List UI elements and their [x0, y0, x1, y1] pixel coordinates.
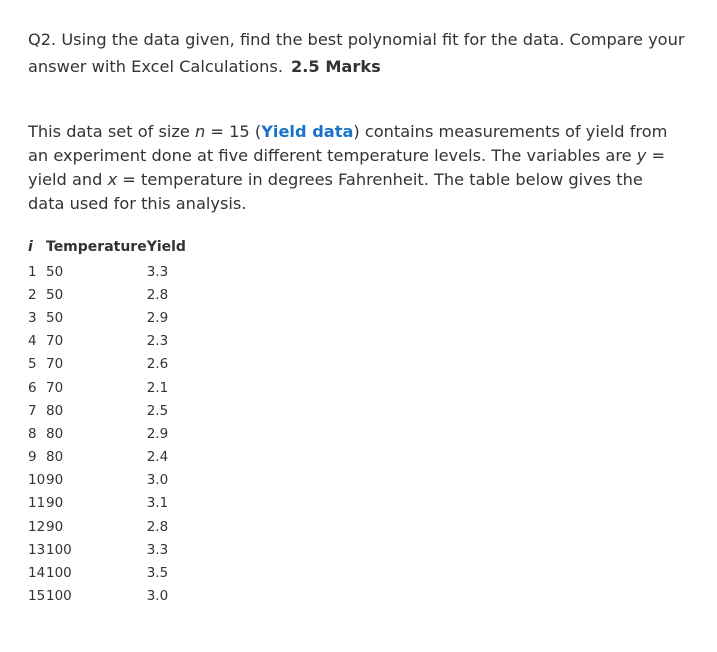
cell-index: 7: [28, 402, 37, 419]
table-row: [28, 585, 187, 608]
table-row: [28, 399, 187, 422]
cell-yield: 2.9: [146, 309, 169, 326]
cell-yield: 2.8: [146, 518, 169, 535]
cell-index: 9: [28, 449, 37, 466]
intro-part2: = 15 (: [205, 122, 262, 141]
table-row: [28, 283, 187, 306]
x-variable: x: [107, 170, 118, 189]
cell-index: 15: [28, 588, 46, 605]
table-row: [28, 561, 187, 584]
cell-yield: 3.0: [146, 472, 169, 489]
cell-temperature: 80: [46, 449, 64, 466]
cell-temperature: 90: [46, 518, 64, 535]
cell-index: 8: [28, 425, 37, 442]
cell-yield: 2.1: [146, 379, 169, 396]
cell-index: 5: [28, 356, 37, 373]
cell-index: 14: [28, 565, 46, 582]
header-index: i: [28, 239, 33, 255]
table-row: [28, 446, 187, 469]
cell-yield: 3.3: [146, 541, 169, 558]
y-variable: y: [636, 146, 647, 165]
cell-temperature: 90: [46, 472, 64, 489]
table-row: [28, 538, 187, 561]
cell-yield: 2.8: [146, 286, 169, 303]
cell-temperature: 50: [46, 263, 64, 280]
cell-temperature: 100: [46, 541, 72, 558]
intro-part4: = yield and: [28, 146, 666, 189]
cell-yield: 3.1: [146, 495, 169, 512]
table-row: [28, 306, 187, 329]
cell-yield: 2.6: [146, 356, 169, 373]
question-body: Q2. Using the data given, find the best polynomial fit for the data. Compare your answer with Excel Calculations.: [28, 30, 685, 76]
intro-part3: ) contains measurements of yield from an experiment done at five different temperature levels. The variables are: [28, 122, 668, 165]
cell-temperature: 100: [46, 588, 72, 605]
yield-data-link[interactable]: Yield data: [261, 122, 354, 141]
table-row: [28, 260, 187, 283]
cell-temperature: 50: [46, 286, 64, 303]
table-row: [28, 492, 187, 515]
cell-temperature: 80: [46, 402, 64, 419]
cell-temperature: 70: [46, 333, 64, 350]
cell-yield: 2.3: [146, 333, 169, 350]
table-row: [28, 353, 187, 376]
cell-temperature: 50: [46, 309, 64, 326]
cell-temperature: 70: [46, 379, 64, 396]
cell-index: 3: [28, 309, 37, 326]
cell-index: 6: [28, 379, 37, 396]
intro-part1: This data set of size: [28, 122, 195, 141]
table-row: [28, 515, 187, 538]
table-header-row: [28, 234, 187, 260]
cell-yield: 2.4: [146, 449, 169, 466]
cell-yield: 2.5: [146, 402, 169, 419]
yield-data-table: [28, 234, 187, 608]
document-page: [28, 26, 688, 605]
cell-index: 2: [28, 286, 37, 303]
cell-index: 13: [28, 541, 46, 558]
header-temperature: Temperature: [46, 239, 147, 255]
cell-temperature: 100: [46, 565, 72, 582]
cell-temperature: 80: [46, 425, 64, 442]
n-variable: n: [195, 122, 206, 141]
table-row: [28, 376, 187, 399]
cell-yield: 3.0: [146, 588, 169, 605]
cell-temperature: 70: [46, 356, 64, 373]
cell-yield: 2.9: [146, 425, 169, 442]
header-yield: Yield: [146, 239, 186, 255]
cell-index: 12: [28, 518, 46, 535]
intro-part5: = temperature in degrees Fahrenheit. The table below gives the data used for this analysis.: [28, 170, 643, 213]
table-row: [28, 422, 187, 445]
question-marks: 2.5 Marks: [291, 57, 381, 76]
cell-index: 10: [28, 472, 46, 489]
table-row: [28, 469, 187, 492]
table-body: [28, 260, 187, 608]
cell-yield: 3.3: [146, 263, 169, 280]
cell-index: 1: [28, 263, 37, 280]
question-text: [28, 26, 688, 80]
cell-index: 11: [28, 495, 46, 512]
cell-yield: 3.5: [146, 565, 169, 582]
cell-temperature: 90: [46, 495, 64, 512]
cell-index: 4: [28, 333, 37, 350]
intro-paragraph: [28, 120, 678, 216]
table-row: [28, 330, 187, 353]
